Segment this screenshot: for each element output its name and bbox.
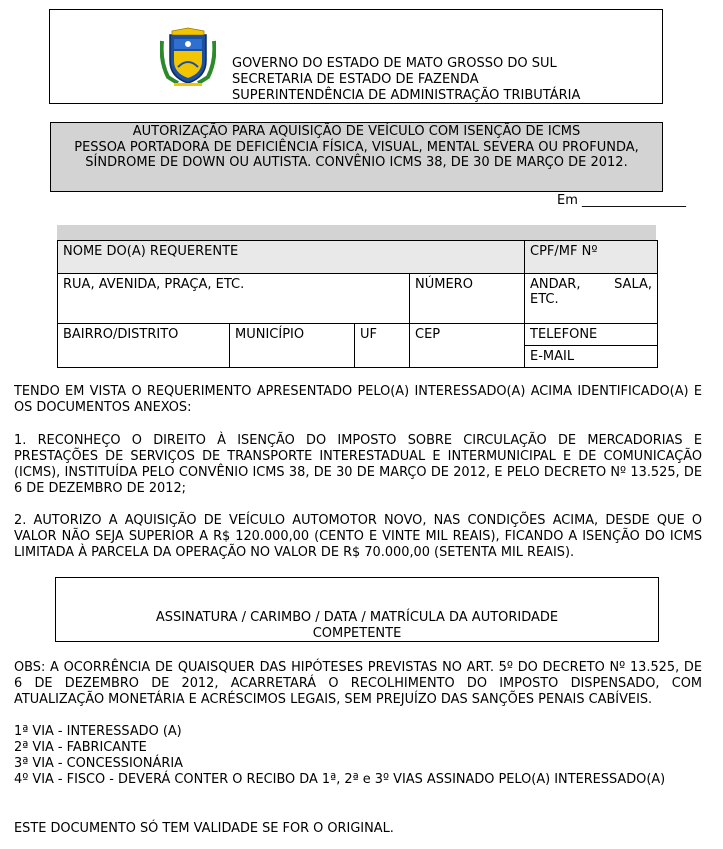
number-field[interactable]: NÚMERO xyxy=(410,274,525,324)
form-header-bar xyxy=(57,225,656,240)
title-line-1: AUTORIZAÇÃO PARA AQUISIÇÃO DE VEÍCULO COM ISENÇÃO DE ICMS xyxy=(132,124,581,139)
requester-name-field[interactable]: NOME DO(A) REQUERENTE xyxy=(58,241,525,274)
state-coat-of-arms xyxy=(160,27,216,87)
item-2-paragraph: 2. AUTORIZO A AQUISIÇÃO DE VEÍCULO AUTOMOTOR NOVO, NAS CONDIÇÕES ACIMA, DESDE QUE O VALOR NÃO SEJA SUPERIOR A R$ 120.000,00 (CENTO E VINTE MIL REAIS), FICANDO A ISENÇÃO DO ICMS LIMITADA À PARCELA DA OPERAÇÃO NO VALOR DE R$ 70.000,00 (SETENTA MIL REAIS). xyxy=(14,513,702,560)
copy-4: 4º VIA - FISCO - DEVERÁ CONTER O RECIBO DA 1ª, 2ª e 3º VIAS ASSINADO PELO(A) INTERESSADO(A) xyxy=(14,772,666,787)
email-field[interactable]: E-MAIL xyxy=(525,346,658,368)
district-field[interactable]: BAIRRO/DISTRITO xyxy=(58,324,230,368)
cep-field[interactable]: CEP xyxy=(410,324,525,368)
copies-list xyxy=(14,724,702,772)
item-1-paragraph: 1. RECONHEÇO O DIREITO À ISENÇÃO DO IMPOSTO SOBRE CIRCULAÇÃO DE MERCADORIAS E PRESTAÇÕES DE SERVIÇOS DE TRANSPORTE INTERESTADUAL E INTERMUNICIPAL E DE COMUNICAÇÃO (ICMS), INSTITUÍDA PELO CONVÊNIO ICMS 38, DE 30 DE MARÇO DE 2012, E PELO DECRETO Nº 13.525, DE 6 DE DEZEMBRO DE 2012; xyxy=(14,433,702,496)
header-line-government: GOVERNO DO ESTADO DE MATO GROSSO DO SUL xyxy=(232,56,557,71)
document-title-box xyxy=(50,122,663,192)
requester-form xyxy=(57,240,658,368)
floor-room-field[interactable] xyxy=(525,274,658,324)
street-field[interactable]: RUA, AVENIDA, PRAÇA, ETC. xyxy=(58,274,410,324)
floor-label-part-3: ETC. xyxy=(530,292,559,307)
floor-label-part-2: SALA, xyxy=(614,277,653,292)
signature-caption-line-2: COMPETENTE xyxy=(312,626,402,641)
cpf-label: CPF/MF Nº xyxy=(530,244,598,259)
header-line-superintendence: SUPERINTENDÊNCIA DE ADMINISTRAÇÃO TRIBUTÁRIA xyxy=(232,88,581,103)
copy-3: 3ª VIA - CONCESSIONÁRIA xyxy=(14,756,183,771)
phone-field[interactable]: TELEFONE xyxy=(525,324,658,346)
validity-notice: ESTE DOCUMENTO SÓ TEM VALIDADE SE FOR O ORIGINAL. xyxy=(14,821,394,836)
uf-field[interactable]: UF xyxy=(355,324,410,368)
intro-paragraph: TENDO EM VISTA O REQUERIMENTO APRESENTADO PELO(A) INTERESSADO(A) ACIMA IDENTIFICADO(A) E OS DOCUMENTOS ANEXOS: xyxy=(14,384,702,415)
obs-paragraph: OBS: A OCORRÊNCIA DE QUAISQUER DAS HIPÓTESES PREVISTAS NO ART. 5º DO DECRETO Nº 13.525, DE 6 DE DEZEMBRO DE 2012, ACARRETARÁ O RECOLHIMENTO DO IMPOSTO DISPENSADO, COM ATUALIZAÇÃO MONETÁRIA E ACRÉSCIMOS LEGAIS, SEM PREJUÍZO DAS SANÇÕES PENAIS CABÍVEIS. xyxy=(14,660,702,707)
header-text xyxy=(232,56,580,104)
title-line-2: PESSOA PORTADORA DE DEFICIÊNCIA FÍSICA, VISUAL, MENTAL SEVERA OU PROFUNDA, xyxy=(74,139,639,155)
header-line-secretariat: SECRETARIA DE ESTADO DE FAZENDA xyxy=(232,72,479,87)
title-line-3: SÍNDROME DE DOWN OU AUTISTA. CONVÊNIO ICMS 38, DE 30 DE MARÇO DE 2012. xyxy=(85,155,628,170)
municipality-field[interactable]: MUNICÍPIO xyxy=(230,324,355,368)
copy-1: 1ª VIA - INTERESSADO (A) xyxy=(14,724,182,739)
signature-caption xyxy=(55,610,659,642)
floor-label-part-1: ANDAR, xyxy=(530,277,581,292)
signature-caption-line-1: ASSINATURA / CARIMBO / DATA / MATRÍCULA DA AUTORIDADE xyxy=(155,610,559,625)
cpf-field[interactable] xyxy=(525,241,658,274)
date-place-line: Em ________________ xyxy=(557,193,687,208)
copy-2: 2ª VIA - FABRICANTE xyxy=(14,740,147,755)
